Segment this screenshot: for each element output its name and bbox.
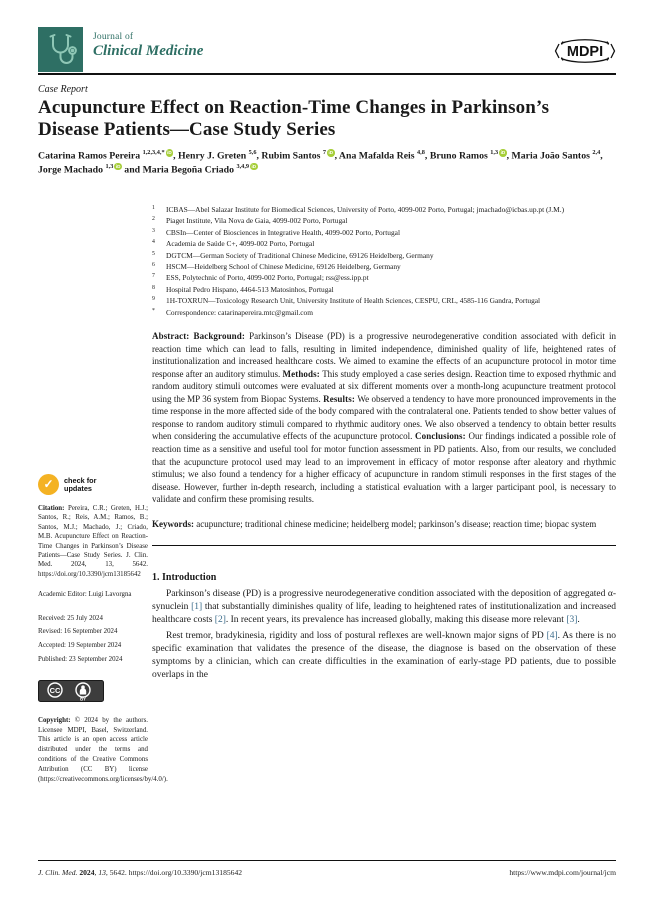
orcid-icon[interactable]: iD	[115, 163, 121, 169]
orcid-icon[interactable]: iD	[328, 150, 334, 155]
abstract-section-label: Methods:	[282, 368, 323, 379]
history-date-label: Accepted:	[38, 642, 68, 650]
history-date-value: 19 September 2024	[67, 642, 122, 650]
author-name: Rubim Santos	[261, 150, 323, 162]
mdpi-logo	[554, 36, 616, 71]
affiliation-text: Hospital Pedro Hispano, 4464-513 Matosinhos, Portugal	[166, 284, 334, 294]
orcid-icon[interactable]: iD	[167, 150, 172, 155]
stethoscope-icon	[38, 27, 83, 72]
history-date-label: Revised:	[38, 628, 64, 636]
history-date-line	[38, 653, 148, 667]
main-column	[152, 204, 616, 682]
affiliation-number: 7	[152, 273, 155, 280]
keywords-label: Keywords:	[152, 518, 197, 529]
reference-citation-link[interactable]: [2]	[214, 615, 226, 626]
sidebar	[38, 474, 168, 784]
copyright-label: Copyright:	[38, 716, 75, 724]
history-date-label: Received:	[38, 614, 68, 622]
affiliation-text: 1H-TOXRUN—Toxicology Research Unit, University Institute of Health Sciences, CESPU, CRL, 4585-116 Gandra, Portugal	[166, 296, 541, 306]
affiliation-number: 9	[152, 296, 155, 303]
abstract-section-label: Conclusions:	[415, 431, 469, 442]
affiliation-text: DGTCM—German Society of Traditional Chinese Medicine, 69126 Heidelberg, Germany	[166, 250, 434, 260]
author-name: Maria Begoña Criado	[142, 164, 237, 176]
author-affiliation-sup: 2,4	[592, 149, 601, 156]
affiliation-number: 2	[152, 216, 155, 223]
article-type-label: Case Report	[38, 84, 88, 95]
svg-text:BY: BY	[80, 696, 86, 702]
section-heading: 1. Introduction	[152, 572, 217, 584]
academic-editor-block	[38, 590, 148, 599]
svg-text:MDPI: MDPI	[566, 44, 604, 60]
history-date-value: 16 September 2024	[63, 628, 118, 636]
affiliation-number: 1	[152, 205, 155, 211]
affiliation-text: Academia de Saúde C+, 4099-002 Porto, Portugal	[166, 239, 315, 249]
mdpi-logo-icon	[554, 36, 616, 66]
copyright-text: © 2024 by the authors. Licensee MDPI, Basel, Switzerland. This article is an open access article distributed under the terms and conditions of the Creative Commons Attribution (CC BY) license (https://creativecommons.org/licenses/by/4.0/).	[38, 716, 168, 783]
copyright-block	[38, 716, 168, 785]
affiliation-number: 4	[152, 239, 155, 246]
affiliation-text: ICBAS—Abel Salazar Institute for Biomedical Sciences, University of Porto, 4099-002 Porto, Portugal; jmachado@icbas.up.pt (J.M.)	[166, 205, 565, 214]
author-affiliation-sup: 5,6	[248, 149, 257, 156]
check-label-line1: check for	[64, 475, 97, 485]
svg-text:CC: CC	[49, 685, 61, 695]
footer-divider	[38, 860, 616, 861]
history-date-line	[38, 612, 148, 626]
history-date-value: 25 July 2024	[67, 614, 103, 622]
check-for-updates-button[interactable]	[38, 474, 148, 495]
history-date-value: 23 September 2024	[68, 656, 123, 664]
author-name: Ana Mafalda Reis	[338, 150, 418, 162]
affiliation-row	[152, 227, 616, 238]
footer-volume: 13	[98, 868, 106, 877]
author-affiliation-sup: 4,8	[417, 149, 425, 156]
affiliation-list	[152, 204, 616, 318]
article-title: Acupuncture Effect on Reaction-Time Changes in Parkinson’s Disease Patients—Case Study Series	[38, 97, 550, 140]
reference-citation-link[interactable]: [1]	[191, 602, 203, 613]
footer-journal-abbrev: J. Clin. Med.	[38, 868, 78, 877]
author-name: Maria João Santos	[511, 150, 593, 162]
affiliation-text: Correspondence: catarinapereira.mtc@gmail.com	[166, 307, 313, 317]
history-date-line	[38, 625, 148, 639]
keywords	[152, 518, 616, 531]
affiliation-row	[152, 307, 616, 318]
reference-citation-link[interactable]: [4]	[546, 630, 558, 641]
check-for-updates-label	[64, 477, 96, 493]
abstract-section-label: Abstract:	[152, 331, 194, 342]
footer-sep: ,	[94, 868, 99, 877]
citation-block	[38, 504, 148, 579]
author-name: Henry J. Greten	[178, 150, 249, 162]
check-icon: ✓	[38, 474, 59, 495]
affiliation-row	[152, 238, 616, 249]
cc-by-icon	[38, 680, 104, 702]
affiliation-number: 6	[152, 262, 155, 269]
footer-citation	[38, 868, 242, 877]
history-date-line	[38, 639, 148, 653]
abstract-section-label: Results:	[323, 393, 358, 404]
author-name: Jorge Machado	[38, 164, 106, 176]
affiliation-row	[152, 261, 616, 272]
author-affiliation-sup: 1,3	[105, 162, 114, 170]
affiliation-number: 8	[152, 284, 155, 291]
affiliation-text: Piaget Institute, Vila Nova de Gaia, 4099-002 Porto, Portugal	[166, 216, 348, 226]
author-affiliation-sup: 1,2,3,4,*	[142, 149, 165, 156]
affiliation-row	[152, 250, 616, 261]
author-affiliation-sup: 3,4,9	[236, 162, 250, 170]
affiliation-row	[152, 295, 616, 306]
academic-editor-label: Academic Editor:	[38, 591, 89, 599]
abstract-section-label: Background:	[193, 331, 250, 342]
author-affiliation-sup: 1,3	[490, 149, 499, 156]
journal-name-prefix: Journal of	[93, 32, 134, 42]
affiliation-text: CBSIn—Center of Biosciences in Integrative Health, 4099-002 Porto, Portugal	[166, 227, 400, 237]
author-affiliation-sup: 7	[322, 149, 327, 156]
citation-label: Citation:	[38, 505, 68, 512]
footer-doi-link[interactable]: https://doi.org/10.3390/jcm13185642	[128, 868, 243, 877]
affiliation-row	[152, 284, 616, 295]
affiliation-row	[152, 215, 616, 226]
author-line: Catarina Ramos Pereira $^{1,2,3,4,*}$ iD, Henry J. Greten $^{5,6}$, Rubim Santos $^7$ iD, Ana Mafalda Reis $^{4,8}$, Bruno Ramos $^{1,3}$ iD, Maria João Santos $^{2,4}$, Jorge Machado $^{1,3}$ iD and Maria Begoña Criado $^{3,4,9}$ iD	[38, 149, 603, 176]
journal-logo	[38, 27, 83, 72]
reference-citation-link[interactable]: [3]	[566, 615, 578, 626]
history-dates	[38, 612, 148, 667]
body-paragraph: Parkinson’s disease (PD) is a progressive neurodegenerative condition associated with the deposition of aggregated α-synuclein [1] that substantially diminishes quality of life, leading to heightened rates of institutionalization and increased healthcare costs [2]. In recent years, its prevalence has increased globally, making this disease more relevant [3].	[152, 589, 616, 626]
author-name: Catarina Ramos Pereira	[38, 150, 143, 162]
footer-journal-url[interactable]: https://www.mdpi.com/journal/jcm	[509, 868, 616, 877]
footer-pages: , 5642.	[105, 868, 129, 877]
affiliation-row	[152, 204, 616, 215]
journal-name	[93, 32, 203, 60]
affiliation-number: 3	[152, 227, 155, 234]
journal-name-title: Clinical Medicine	[93, 43, 204, 59]
footer-year: 2024	[77, 868, 95, 877]
affiliation-text: ESS, Polytechnic of Porto, 4099-002 Porto, Portugal; rss@ess.ipp.pt	[166, 273, 369, 283]
orcid-icon[interactable]: iD	[251, 163, 257, 169]
history-date-label: Published:	[38, 656, 69, 664]
check-label-line2: updates	[64, 483, 92, 493]
keywords-divider	[152, 545, 616, 546]
affiliation-row	[152, 272, 616, 283]
body-paragraph: Rest tremor, bradykinesia, rigidity and loss of postural reflexes are well-known major signs of PD [4]. As there is no specific examination that validates the presence of the disease, the diagnose is based on the observation of these symptoms by a clinician, which can create difficulties in the examination of early-stage PD patients, due to possible overlaps in the	[152, 630, 616, 680]
affiliation-text: HSCM—Heidelberg School of Chinese Medicine, 69126 Heidelberg, Germany	[166, 262, 401, 272]
citation-text: Pereira, C.R.; Greten, H.J.; Santos, R.; Reis, A.M.; Ramos, B.; Santos, M.J.; Machado, J.; Criado, M.B. Acupuncture Effect on Reaction-Time Changes in Parkinson’s Disease Patients—Case Study Series. J. Clin. Med. 2024, 13, 5642. https://doi.org/10.3390/jcm13185642	[38, 505, 148, 578]
keywords-text: acupuncture; traditional chinese medicine; heidelberg model; parkinson’s disease; reaction time; biopac system	[196, 518, 597, 529]
header-divider	[38, 73, 616, 75]
sections-container	[152, 572, 616, 681]
affiliation-number: 5	[152, 250, 155, 257]
author-name: Bruno Ramos	[429, 150, 491, 162]
academic-editor-name: Luigi Lavorgna	[88, 591, 132, 599]
abstract: Abstract: Background: Parkinson’s Disease (PD) is a progressive neurodegenerative condition associated with deficit in reaction time which can lead to falls, resulting in limited independence, diminished quality of life, heightened rates of institutionalization and increased healthcare costs. We aimed to examine the effects of an acupuncture protocol in motor time response after an auditory stimulus. Methods: This study employed a case series design. Reaction time to exposed rhythmic and random auditory stimuli outcomes were evaluated at six different moments over a month-long acupuncture treatment protocol using the MP 36 system from Biopac Systems. Results: We observed a tendency to have more pronounced improvements in the time response in the more affected side of the body compared with the contralateral one. Patients tended to show better values of response to random auditory stimuli compared to rhythmic auditory ones. We also observed a tendency to obtain better results when considering the accumulative effects of the acupuncture protocol. Conclusions: Our findings indicated a possible role of reaction time as a sensitive and useful tool for motor function assessment in PD patients. Also, from our results, we concluded that the acupuncture protocol used may lead to an improvement in efficacy of motor response after aleatory and rhythmic stimulus; we also found a tendency for a higher efficacy of acupuncture in random stimuli responses in the first stages of the disease. However, further in-depth research, including a statistical evaluation with a larger participant pool, is necessary to validate and confirm these promising results.	[152, 331, 616, 505]
affiliation-number: *	[152, 307, 155, 314]
orcid-icon[interactable]: iD	[500, 150, 506, 155]
cc-by-badge[interactable]	[38, 680, 148, 707]
